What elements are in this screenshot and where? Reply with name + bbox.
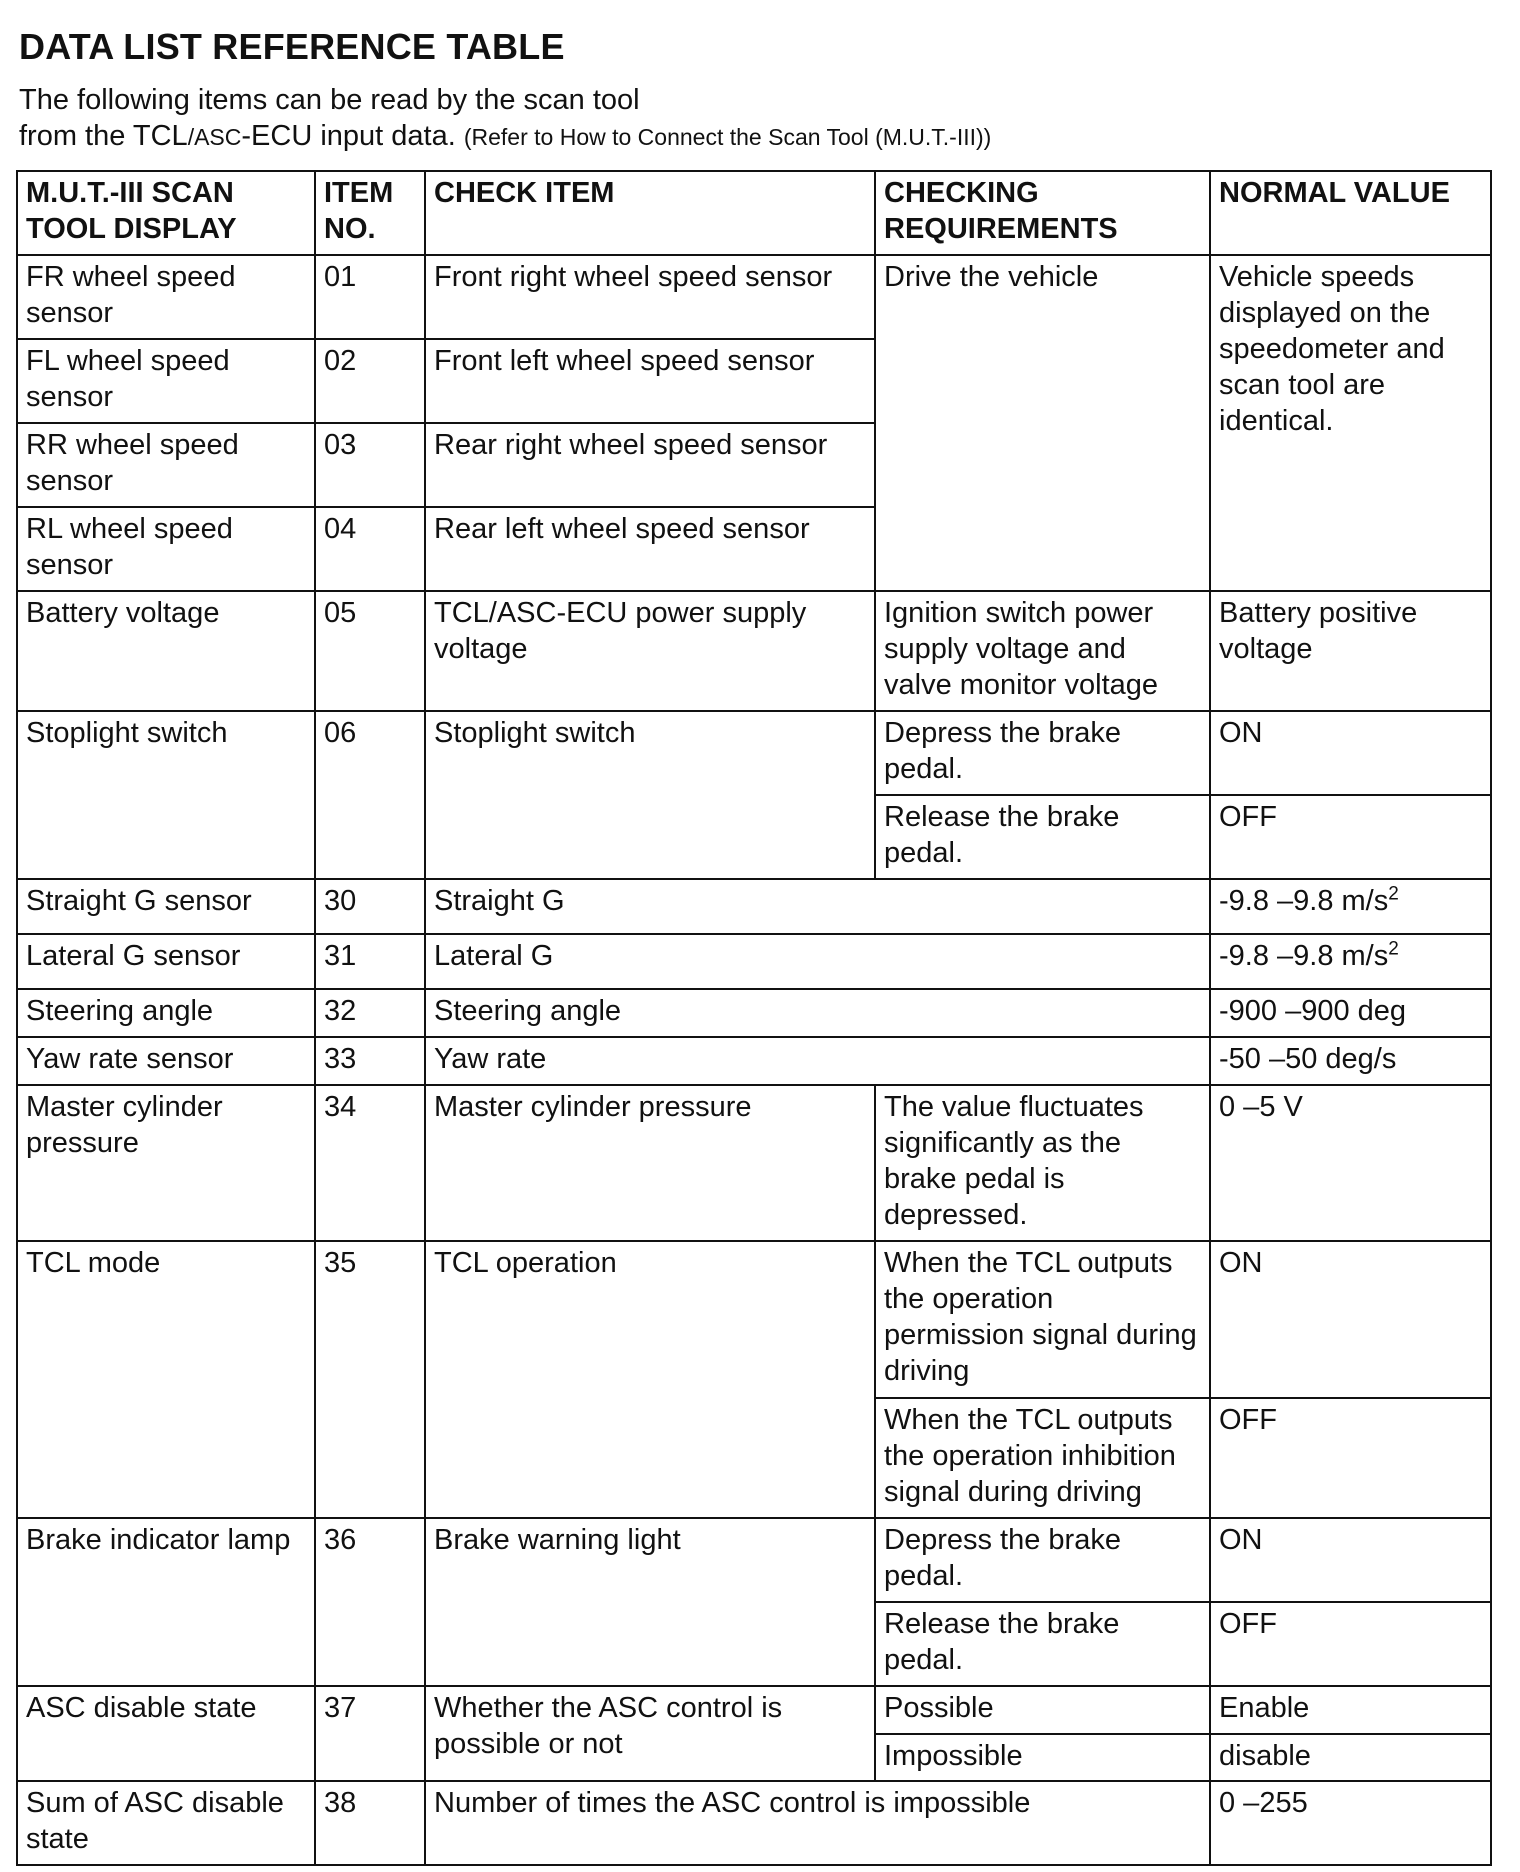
cell-normal-value: ON [1210, 1241, 1491, 1398]
cell-requirements: Depress the brake pedal. [875, 1518, 1210, 1602]
superscript: 2 [1388, 938, 1399, 960]
cell-display: RL wheel speed sensor [17, 507, 315, 591]
table-row [17, 1037, 1491, 1085]
cell-item-no: 34 [315, 1085, 425, 1241]
cell-item-no: 38 [315, 1781, 425, 1865]
data-list-table [16, 170, 1492, 1866]
cell-requirements: Release the brake pedal. [875, 1602, 1210, 1686]
cell-check-item: Rear right wheel speed sensor [425, 423, 875, 507]
cell-display: Lateral G sensor [17, 934, 315, 989]
table-row [17, 255, 1491, 339]
cell-item-no: 03 [315, 423, 425, 507]
cell-requirements: Impossible [875, 1734, 1210, 1781]
intro-line-1: The following items can be read by the scan tool [19, 84, 640, 116]
cell-check-item: TCL operation [425, 1241, 875, 1518]
cell-check-item: Lateral G [425, 934, 1210, 989]
superscript: 2 [1388, 883, 1399, 905]
cell-check-item: TCL/ASC-ECU power supply voltage [425, 591, 875, 711]
table-row [17, 1686, 1491, 1734]
cell-check-item: Steering angle [425, 989, 1210, 1037]
cell-item-no: 31 [315, 934, 425, 989]
cell-requirements: Drive the vehicle [875, 255, 1210, 591]
cell-requirements: When the TCL outputs the operation permission signal during driving [875, 1241, 1210, 1398]
normal-value-text: -9.8 –9.8 m/s [1219, 940, 1389, 972]
table-row [17, 879, 1491, 934]
cell-display: FR wheel speed sensor [17, 255, 315, 339]
table-row [17, 934, 1491, 989]
cell-normal-value: OFF [1210, 1398, 1491, 1518]
cell-item-no: 35 [315, 1241, 425, 1518]
table-row [17, 1241, 1491, 1398]
cell-normal-value: OFF [1210, 1602, 1491, 1686]
cell-display: FL wheel speed sensor [17, 339, 315, 423]
cell-check-item: Rear left wheel speed sensor [425, 507, 875, 591]
cell-requirements: When the TCL outputs the operation inhibition signal during driving [875, 1398, 1210, 1518]
cell-normal-value [1210, 879, 1491, 934]
cell-check-item: Master cylinder pressure [425, 1085, 875, 1241]
cell-item-no: 30 [315, 879, 425, 934]
cell-check-item: Stoplight switch [425, 711, 875, 879]
cell-item-no: 37 [315, 1686, 425, 1781]
header-display: M.U.T.-III SCAN TOOL DISPLAY [17, 171, 315, 255]
cell-display: Straight G sensor [17, 879, 315, 934]
intro-line-2-b: /ASC [187, 124, 242, 150]
cell-check-item: Brake warning light [425, 1518, 875, 1686]
cell-display: Sum of ASC disable state [17, 1781, 315, 1865]
cell-check-item: Front left wheel speed sensor [425, 339, 875, 423]
table-row [17, 989, 1491, 1037]
normal-value-text: -9.8 –9.8 m/s [1219, 885, 1389, 917]
cell-requirements: Possible [875, 1686, 1210, 1734]
page-title: DATA LIST REFERENCE TABLE [19, 26, 565, 67]
cell-check-item: Front right wheel speed sensor [425, 255, 875, 339]
cell-display: TCL mode [17, 1241, 315, 1518]
intro-line-2-c: -ECU input data. [241, 120, 456, 152]
cell-normal-value: Vehicle speeds displayed on the speedometer and scan tool are identical. [1210, 255, 1491, 591]
header-normal-value: NORMAL VALUE [1210, 171, 1491, 255]
cell-requirements: The value fluctuates significantly as the brake pedal is depressed. [875, 1085, 1210, 1241]
cell-check-item: Yaw rate [425, 1037, 1210, 1085]
cell-requirements: Release the brake pedal. [875, 795, 1210, 879]
cell-display: Master cylinder pressure [17, 1085, 315, 1241]
cell-display: Stoplight switch [17, 711, 315, 879]
cell-normal-value: OFF [1210, 795, 1491, 879]
cell-item-no: 01 [315, 255, 425, 339]
cell-requirements: Ignition switch power supply voltage and valve monitor voltage [875, 591, 1210, 711]
cell-item-no: 02 [315, 339, 425, 423]
cell-normal-value: 0 –5 V [1210, 1085, 1491, 1241]
cell-normal-value: Enable [1210, 1686, 1491, 1734]
table-row [17, 1518, 1491, 1602]
table-row [17, 1085, 1491, 1241]
cell-normal-value: ON [1210, 711, 1491, 795]
cell-display: RR wheel speed sensor [17, 423, 315, 507]
header-row [17, 171, 1491, 255]
cell-item-no: 32 [315, 989, 425, 1037]
header-check-item: CHECK ITEM [425, 171, 875, 255]
header-requirements: CHECKING REQUIREMENTS [875, 171, 1210, 255]
cell-check-item: Number of times the ASC control is impossible [425, 1781, 1210, 1865]
intro-line-2 [19, 118, 991, 155]
header-item-no: ITEM NO. [315, 171, 425, 255]
table-row [17, 1781, 1491, 1865]
cell-check-item: Whether the ASC control is possible or not [425, 1686, 875, 1781]
cell-normal-value: 0 –255 [1210, 1781, 1491, 1865]
cell-item-no: 36 [315, 1518, 425, 1686]
cell-check-item: Straight G [425, 879, 1210, 934]
cell-display: Yaw rate sensor [17, 1037, 315, 1085]
cell-normal-value: Battery positive voltage [1210, 591, 1491, 711]
cell-normal-value: -900 –900 deg [1210, 989, 1491, 1037]
table-row [17, 591, 1491, 711]
cell-display: Battery voltage [17, 591, 315, 711]
table-row [17, 711, 1491, 795]
cell-requirements: Depress the brake pedal. [875, 711, 1210, 795]
intro-line-2-a: from the TCL [19, 120, 188, 152]
cell-item-no: 04 [315, 507, 425, 591]
cell-item-no: 33 [315, 1037, 425, 1085]
cell-display: Steering angle [17, 989, 315, 1037]
intro-text [19, 82, 991, 155]
cell-normal-value: -50 –50 deg/s [1210, 1037, 1491, 1085]
cell-display: ASC disable state [17, 1686, 315, 1781]
cell-item-no: 05 [315, 591, 425, 711]
cell-item-no: 06 [315, 711, 425, 879]
cell-normal-value: disable [1210, 1734, 1491, 1781]
cell-normal-value: ON [1210, 1518, 1491, 1602]
cell-normal-value [1210, 934, 1491, 989]
intro-reference: (Refer to How to Connect the Scan Tool (M.U.T.-III)) [463, 124, 992, 150]
cell-display: Brake indicator lamp [17, 1518, 315, 1686]
